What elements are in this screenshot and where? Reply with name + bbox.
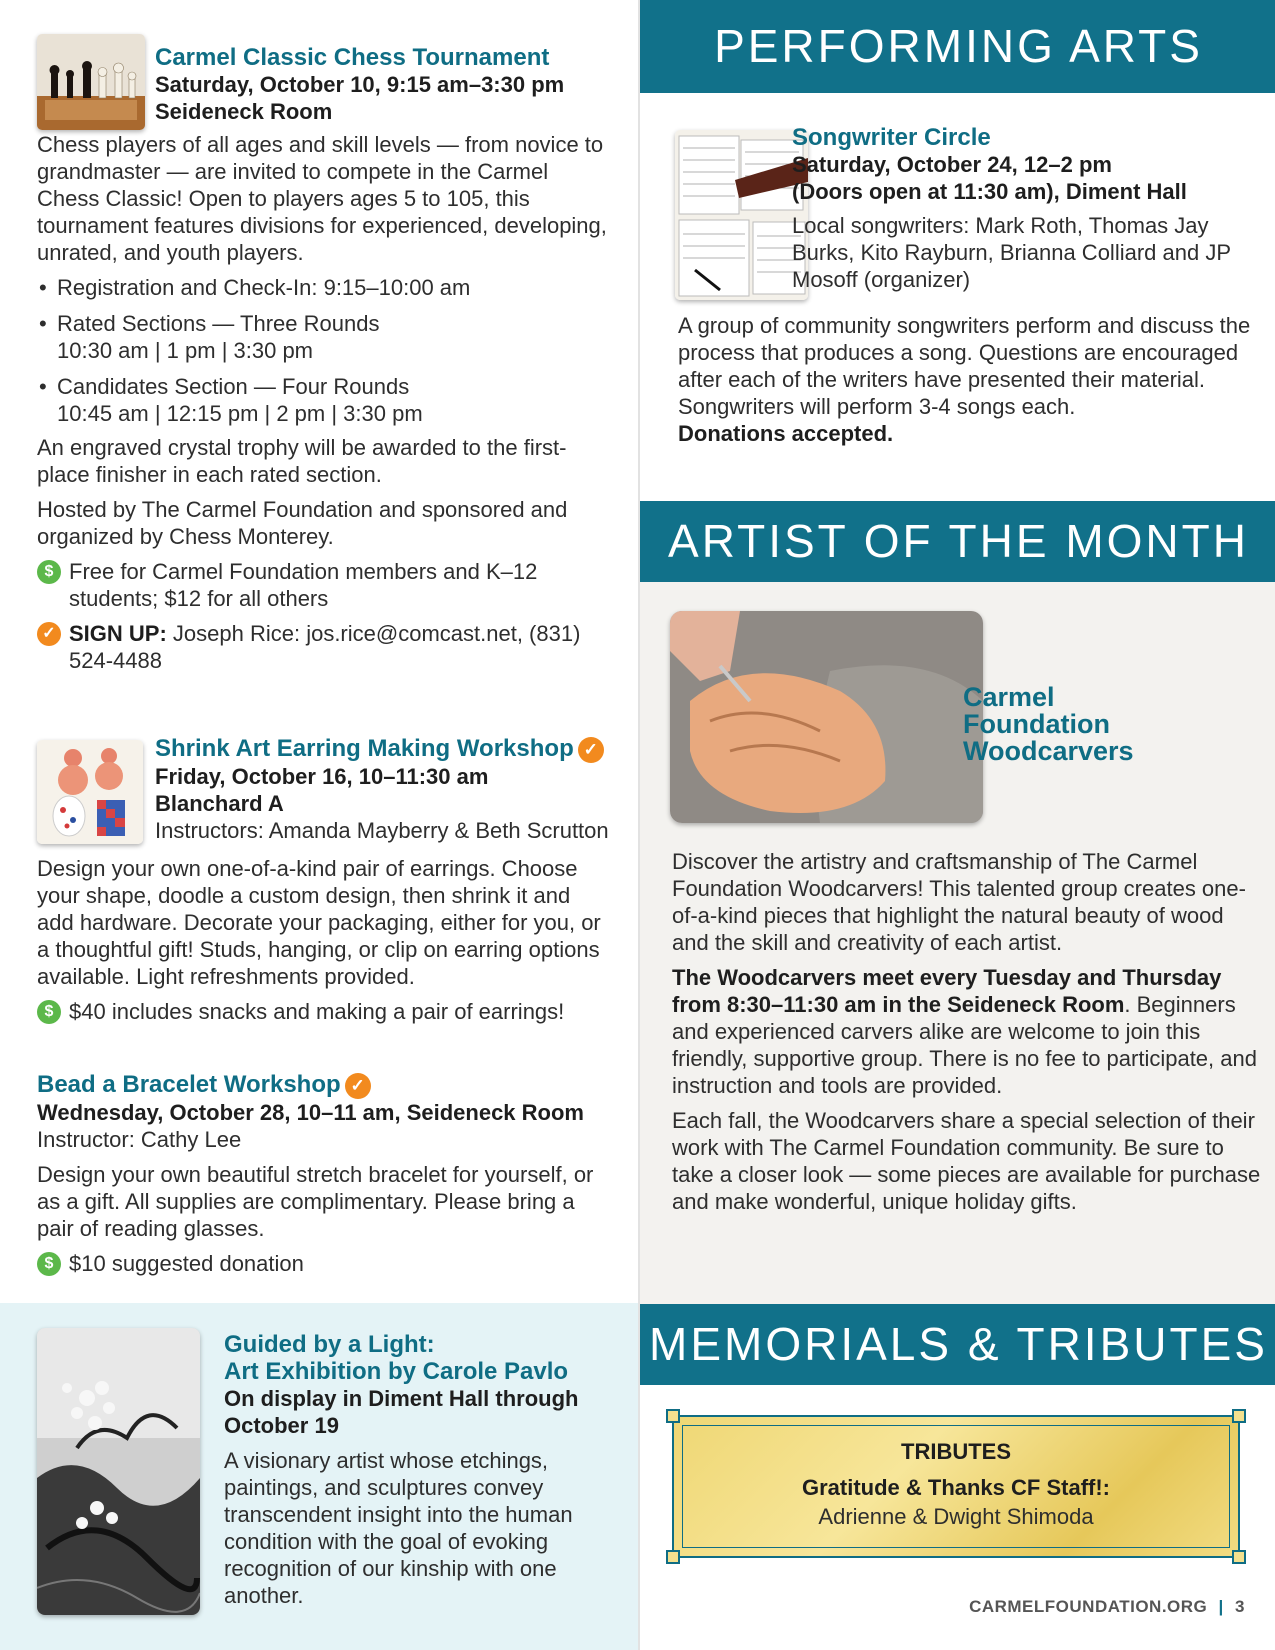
list-item xyxy=(37,373,612,427)
bracelet-price xyxy=(37,1250,612,1277)
tribute-line-2: Adrienne & Dwight Shimoda xyxy=(818,1504,1094,1529)
earring-price-text: $40 includes snacks and making a pair of earrings! xyxy=(69,999,565,1024)
bracelet-instructor: Instructor: Cathy Lee xyxy=(37,1126,242,1152)
artist-paragraph-2-rest: . Beginners and experienced carvers alike are welcome to join this friendly, supportive group. There is no fee to participate, and instruction and tools are provided. xyxy=(672,992,1257,1098)
earring-description: Design your own one-of-a-kind pair of earrings. Choose your shape, doodle a custom design, then shrink it and add hardware. Decorate your packaging, either for you, or a thoughtful gift! Studs, hanging, or clip on earring options available. Light refreshments provided. xyxy=(37,856,601,989)
chess-hosted: Hosted by The Carmel Foundation and sponsored and organized by Chess Monterey. xyxy=(37,497,568,549)
exhibit-title-1: Guided by a Light: xyxy=(224,1331,435,1358)
earring-datetime: Friday, October 16, 10–11:30 am xyxy=(155,763,489,789)
chess-description: Chess players of all ages and skill levels — from novice to grandmaster — are invited to compete in the Carmel Chess Classic! Open to players ages 5 to 105, this tournament features divisions for experienced, developing, unrated, and youth players. xyxy=(37,132,607,265)
earring-event-body xyxy=(37,855,612,1025)
artist-meeting-time: The Woodcarvers meet every Tuesday and Thursday from 8:30–11:30 am in the Seideneck Room xyxy=(672,965,1222,1017)
exhibit-title-2: Art Exhibition by Carole Pavlo xyxy=(224,1358,569,1385)
earring-title xyxy=(155,735,625,763)
bracelet-description: Design your own beautiful stretch bracelet for yourself, or as a gift. All supplies are complimentary. Please bring a pair of reading glasses. xyxy=(37,1161,594,1241)
dollar-icon: $ xyxy=(37,1000,61,1024)
songwriter-datetime: Saturday, October 24, 12–2 pm xyxy=(792,152,1112,177)
signup-label: SIGN UP: xyxy=(69,621,167,646)
footer-site[interactable]: CARMELFOUNDATION.ORG xyxy=(969,1597,1208,1616)
chess-price-text: Free for Carmel Foundation members and K–12 students; $12 for all others xyxy=(69,559,538,611)
chess-signup xyxy=(37,620,612,674)
tributes-plaque xyxy=(672,1415,1240,1558)
bracelet-datetime: Wednesday, October 28, 10–11 am, Seideneck Room xyxy=(37,1099,584,1125)
plaque-corner xyxy=(1232,1550,1246,1564)
list-item-text: Candidates Section — Four Rounds xyxy=(57,374,410,399)
bracelet-price-text: $10 suggested donation xyxy=(69,1250,304,1276)
earring-image xyxy=(37,740,143,844)
bracelet-title xyxy=(37,1071,612,1099)
earring-location: Blanchard A xyxy=(155,790,284,816)
list-item xyxy=(37,274,612,301)
chess-trophy: An engraved crystal trophy will be awarded to the first-place finisher in each rated section. xyxy=(37,435,567,487)
woodcarving-image xyxy=(670,611,983,823)
tribute-line-1: Gratitude & Thanks CF Staff!: xyxy=(801,1475,1110,1500)
earring-instructors: Instructors: Amanda Mayberry & Beth Scrutton xyxy=(155,817,609,843)
performing-arts-banner: PERFORMING ARTS xyxy=(640,0,1275,93)
artist-paragraph-2 xyxy=(672,964,1262,1099)
list-item xyxy=(37,310,612,364)
artist-paragraph-3: Each fall, the Woodcarvers share a special selection of their work with The Carmel Foundation community. Be sure to take a closer look — some pieces are available for purchase and make wonderful, unique holiday gifts. xyxy=(672,1108,1261,1214)
chess-datetime: Saturday, October 10, 9:15 am–3:30 pm xyxy=(155,72,565,97)
songwriter-donations: Donations accepted. xyxy=(678,421,894,446)
etching-image xyxy=(37,1328,200,1615)
artist-title: Carmel Foundation Woodcarvers xyxy=(963,682,1134,766)
artist-of-month-banner: ARTIST OF THE MONTH xyxy=(640,501,1275,582)
songwriter-doors: (Doors open at 11:30 am), Diment Hall xyxy=(792,179,1187,204)
earring-title-text: Shrink Art Earring Making Workshop xyxy=(155,735,574,762)
chess-location: Seideneck Room xyxy=(155,99,333,124)
chess-event-body xyxy=(37,131,612,674)
bracelet-title-text: Bead a Bracelet Workshop xyxy=(37,1071,341,1098)
dollar-icon: $ xyxy=(37,1252,61,1276)
list-item-subtext: 10:30 am | 1 pm | 3:30 pm xyxy=(57,338,314,363)
footer-separator: | xyxy=(1218,1597,1224,1616)
chess-price xyxy=(37,558,612,612)
chess-title: Carmel Classic Chess Tournament xyxy=(155,44,550,71)
memorials-banner: MEMORIALS & TRIBUTES xyxy=(640,1304,1275,1385)
page-number: 3 xyxy=(1235,1597,1245,1616)
right-column xyxy=(638,0,1275,1650)
checkmark-icon: ✓ xyxy=(578,737,604,763)
artist-paragraph-1: Discover the artistry and craftsmanship of The Carmel Foundation Woodcarvers! This talented group creates one-of-a-kind pieces that highlight the natural beauty of wood and the skill and creativity of each artist. xyxy=(672,849,1246,955)
list-item-text: Registration and Check-In: 9:15–10:00 am xyxy=(57,275,471,300)
sheet-music-image xyxy=(675,130,808,300)
earring-price xyxy=(37,998,612,1025)
bracelet-event xyxy=(37,1071,612,1277)
list-item-subtext: 10:45 am | 12:15 pm | 2 pm | 3:30 pm xyxy=(57,401,423,426)
page-footer xyxy=(969,1597,1245,1617)
checkmark-icon: ✓ xyxy=(345,1073,371,1099)
list-item-text: Rated Sections — Three Rounds xyxy=(57,311,380,336)
checkmark-icon: ✓ xyxy=(37,622,61,646)
signup-contact[interactable]: Joseph Rice: jos.rice@comcast.net, (831) 524-4488 xyxy=(69,621,581,673)
dollar-icon: $ xyxy=(37,560,61,584)
songwriter-description: A group of community songwriters perform and discuss the process that produces a song. Questions are encouraged after each of the writers have presented their material. Songwriters will perform 3-4 songs each. xyxy=(678,313,1251,419)
exhibit-description: A visionary artist whose etchings, paintings, and sculptures convey transcendent insight into the human condition with the goal of evoking recognition of our kinship with one another. xyxy=(224,1448,573,1608)
exhibit-display: On display in Diment Hall through October 19 xyxy=(224,1386,579,1438)
tributes-heading: TRIBUTES xyxy=(901,1439,1011,1464)
chess-schedule-list xyxy=(37,274,612,427)
plaque-corner xyxy=(666,1550,680,1564)
chess-image xyxy=(37,34,145,130)
songwriter-title: Songwriter Circle xyxy=(792,124,991,151)
songwriter-local: Local songwriters: Mark Roth, Thomas Jay Burks, Kito Rayburn, Brianna Colliard and JP Mosoff (organizer) xyxy=(792,213,1231,292)
